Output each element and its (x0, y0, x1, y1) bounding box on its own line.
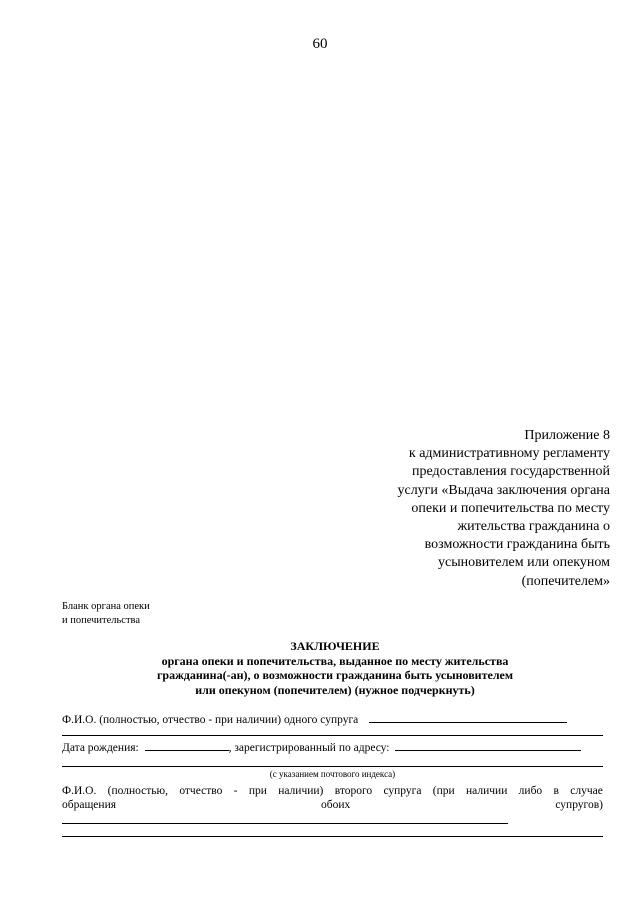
label-word: супруга (383, 785, 422, 797)
appendix-line: (попечителем» (521, 573, 610, 589)
label-word: обоих (321, 799, 351, 811)
spouse2-label-line2 (62, 799, 603, 811)
label-word: Ф.И.О. (62, 785, 97, 797)
spouse1-name-continuation-field[interactable] (62, 735, 603, 736)
appendix-line: предоставления государственной (411, 464, 610, 480)
label-word: случае (570, 785, 603, 797)
label-word: либо (518, 785, 543, 797)
spouse2-name-continuation-field[interactable] (62, 836, 603, 837)
label-word: (полностью, (107, 785, 168, 797)
title-heading: ЗАКЛЮЧЕНИЕ (290, 639, 380, 653)
registered-address-label: , зарегистрированный по адресу: (228, 742, 390, 754)
label-word: наличии (466, 785, 508, 797)
title-line: или опекуном (попечителем) (нужное подчеркнуть) (195, 682, 475, 697)
label-word: второго (334, 785, 373, 797)
spouse2-label-line1 (62, 785, 603, 797)
document-title (60, 639, 610, 697)
authority-stamp-label (62, 600, 150, 628)
title-line: органа опеки и попечительства, выданное по месту жительства (161, 653, 509, 668)
label-word: обращения (62, 799, 117, 811)
spouse2-name-field[interactable] (62, 823, 508, 824)
appendix-line: возможности гражданина быть (424, 537, 610, 553)
label-word: - (233, 785, 238, 797)
birth-date-field[interactable] (145, 739, 229, 751)
label-word: в (553, 785, 559, 797)
address-continuation-field[interactable] (62, 766, 603, 767)
label-word: супругов) (555, 799, 603, 811)
spouse1-label: Ф.И.О. (полностью, отчество - при наличии) одного супруга (62, 714, 359, 726)
appendix-line: Приложение 8 (524, 428, 610, 443)
birth-address-row (62, 739, 603, 754)
label-word: при (248, 785, 267, 797)
appendix-line: опеки и попечительства по месту (411, 500, 610, 516)
appendix-reference (350, 427, 610, 591)
registered-address-field[interactable] (395, 739, 581, 751)
stamp-line: и попечительства (62, 615, 141, 626)
spouse1-name-field[interactable] (369, 711, 567, 723)
appendix-line: услуги «Выдача заключения органа (397, 482, 610, 498)
label-word: отчество (179, 785, 223, 797)
title-line: гражданина(-ан), о возможности гражданина быть усыновителем (156, 668, 514, 682)
postal-index-note: (с указанием почтового индекса) (269, 769, 396, 779)
label-word: наличии) (278, 785, 324, 797)
page-number: 60 (312, 36, 328, 52)
appendix-line: к административному регламенту (408, 446, 610, 462)
spouse1-row (62, 711, 603, 726)
stamp-line: Бланк органа опеки (62, 601, 150, 612)
appendix-line: жительства гражданина о (457, 519, 610, 535)
label-word: (при (432, 785, 455, 797)
appendix-line: усыновителем или опекуном (438, 555, 610, 571)
birth-date-label: Дата рождения: (62, 742, 139, 754)
